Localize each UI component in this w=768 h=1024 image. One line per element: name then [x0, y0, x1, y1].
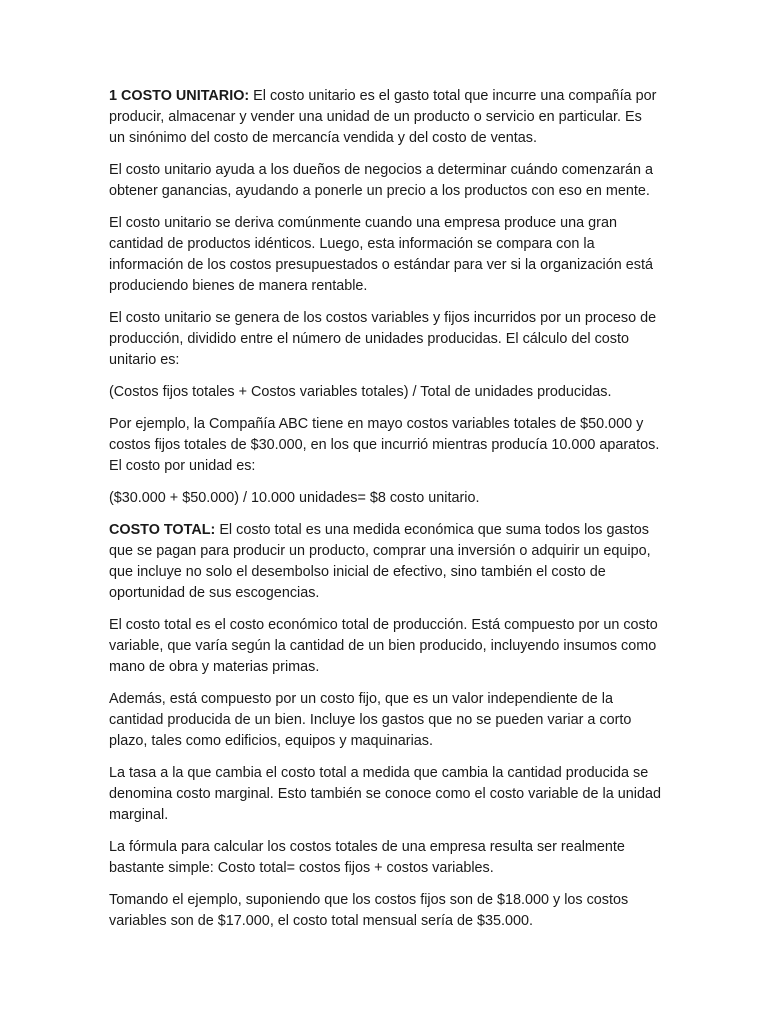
paragraph-costo-total-fijo: Además, está compuesto por un costo fijo, que es un valor independiente de la cantidad producida de un bien. Incluye los gastos que no se pueden variar a corto plazo, tales como edificios, equipos y maquinarias.	[109, 691, 632, 749]
paragraph-costo-unitario-purpose: El costo unitario ayuda a los dueños de negocios a determinar cuándo comenzarán a obtener ganancias, ayudando a ponerle un precio a los productos con eso en mente.	[109, 162, 653, 199]
paragraph-costo-unitario-calculation: El costo unitario se genera de los costos variables y fijos incurridos por un proceso de producción, dividido entre el número de unidades producidas. El cálculo del costo unitario es:	[109, 310, 657, 368]
paragraph-example-abc: Por ejemplo, la Compañía ABC tiene en mayo costos variables totales de $50.000 y costos fijos totales de $30.000, en los que incurrió mientras producía 10.000 aparatos. El costo por unidad es:	[109, 416, 660, 474]
document-page	[109, 86, 661, 943]
paragraph-costo-total-formula: La fórmula para calcular los costos totales de una empresa resulta ser realmente bastante simple: Costo total= costos fijos + costos variables.	[109, 839, 625, 876]
paragraph-costo-total-variable: El costo total es el costo económico total de producción. Está compuesto por un costo variable, que varía según la cantidad de un bien producido, incluyendo insumos como mano de obra y materias primas.	[109, 617, 658, 675]
paragraph-text: El costo unitario es el gasto total que incurre una compañía por producir, almacenar y vender una unidad de un producto o servicio en particular. Es un sinónimo del costo de mercancía vendida y del costo de ventas.	[109, 88, 657, 146]
paragraph-text: El costo total es una medida económica que suma todos los gastos que se pagan para producir un producto, comprar una inversión o adquirir un equipo, que incluye no solo el desembolso inicial de efectivo, sino también el costo de oportunidad de sus escogencias.	[109, 522, 651, 601]
paragraph-costo-marginal: La tasa a la que cambia el costo total a medida que cambia la cantidad producida se denomina costo marginal. Esto también se conoce como el costo variable de la unidad marginal.	[109, 765, 661, 823]
paragraph-costo-unitario-derivation: El costo unitario se deriva comúnmente cuando una empresa produce una gran cantidad de productos idénticos. Luego, esta información se compara con la información de los costos presupuestados o estándar para ver si la organización está produciendo bienes de manera rentable.	[109, 215, 653, 294]
section-heading-costo-total: COSTO TOTAL:	[109, 522, 216, 538]
paragraph-costo-total-definition	[109, 520, 661, 604]
paragraph-costo-total-example: Tomando el ejemplo, suponiendo que los costos fijos son de $18.000 y los costos variables son de $17.000, el costo total mensual sería de $35.000.	[109, 892, 629, 929]
section-heading-costo-unitario: 1 COSTO UNITARIO:	[109, 88, 250, 104]
formula-example-result: ($30.000 + $50.000) / 10.000 unidades= $8 costo unitario.	[109, 490, 480, 506]
paragraph-costo-unitario-definition	[109, 86, 661, 149]
formula-costo-unitario: (Costos fijos totales + Costos variables totales) / Total de unidades producidas.	[109, 384, 612, 400]
